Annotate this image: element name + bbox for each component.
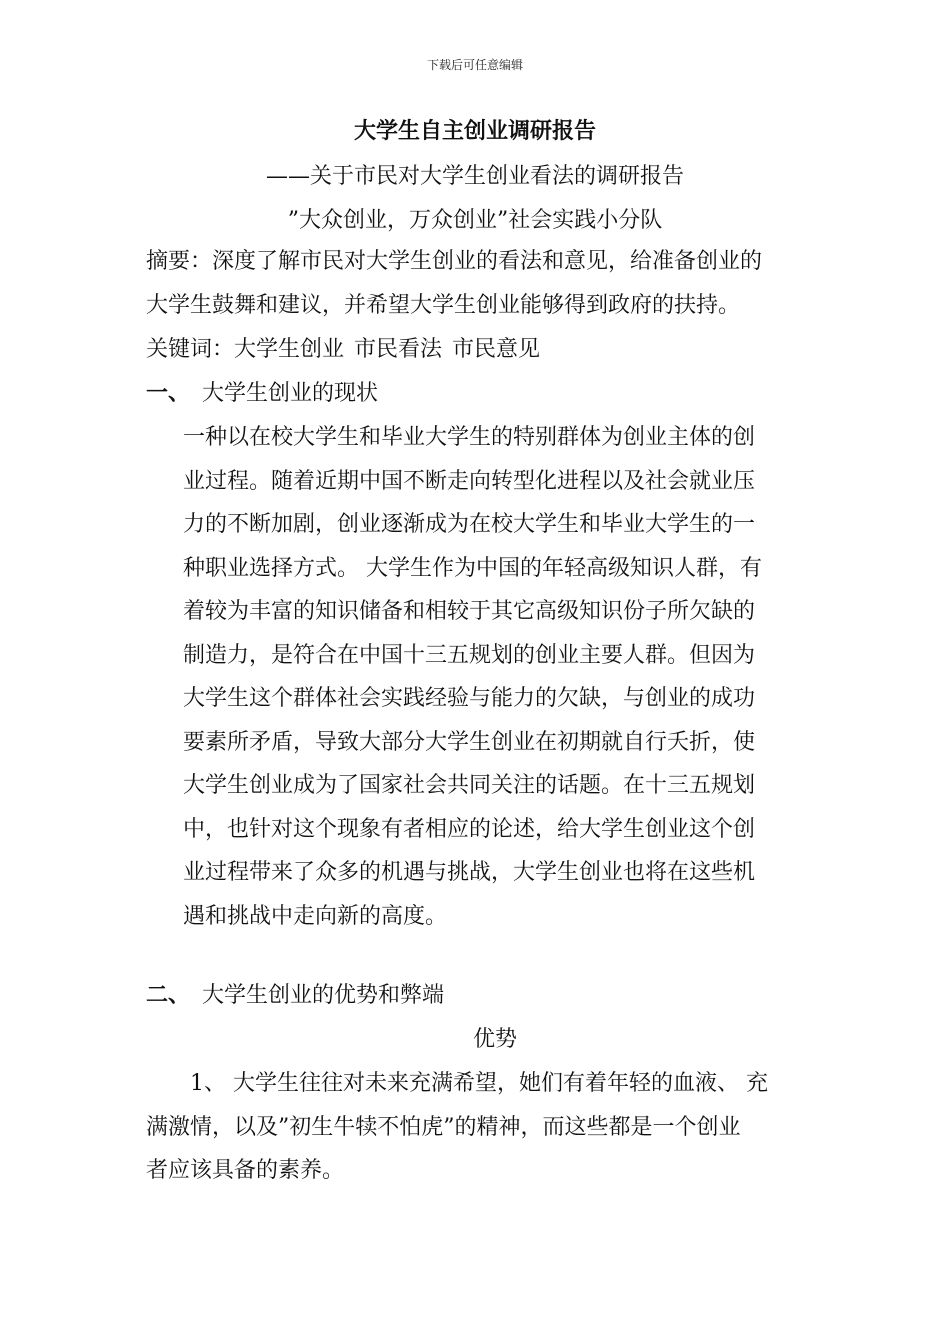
paragraph-line: 1、 大学生往往对未来充满希望，她们有着年轻的血液、 充	[190, 1071, 768, 1096]
paragraph-line: 着较为丰富的知识储备和相较于其它高级知识份子所欠缺的	[183, 599, 756, 624]
section-number: 二、	[146, 983, 191, 1008]
page-subtitle: ——关于市民对大学生创业看法的调研报告	[265, 164, 684, 189]
section-number: 一、	[146, 381, 191, 406]
paragraph-line: 业过程。随着近期中国不断走向转型化进程以及社会就业压	[183, 468, 756, 494]
paragraph-line: 要素所矛盾，导致大部分大学生创业在初期就自行夭折，使	[183, 729, 756, 755]
section-title: 大学生创业的优势和弊端	[202, 983, 445, 1008]
paragraph-line: 力的不断加剧，创业逐渐成为在校大学生和毕业大学生的一	[183, 512, 756, 537]
paragraph-line: 中，也针对这个现象有者相应的论述，给大学生创业这个创	[183, 816, 756, 842]
header-note: 下载后可任意编辑	[426, 58, 523, 72]
paragraph-line: 大学生这个群体社会实践经验与能力的欠缺，与创业的成功	[183, 686, 756, 711]
paragraph-line: 制造力，是符合在中国十三五规划的创业主要人群。但因为	[183, 642, 756, 668]
paragraph-line: 业过程带来了众多的机遇与挑战，大学生创业也将在这些机	[183, 860, 756, 885]
advantages-title: 优势	[472, 1027, 517, 1052]
paragraph-line: 种职业选择方式。 大学生作为中国的年轻高级知识人群，有	[183, 555, 762, 581]
abstract-line: 大学生鼓舞和建议，并希望大学生创业能够得到政府的扶持。	[146, 293, 741, 318]
abstract	[146, 240, 806, 328]
keyword-item: 市民看法	[354, 337, 443, 362]
keyword-item: 大学生创业	[234, 337, 345, 362]
section-heading-1	[146, 372, 378, 416]
paragraph-line: 大学生创业成为了国家社会共同关注的话题。在十三五规划	[183, 773, 756, 798]
keyword-item: 市民意见	[452, 337, 541, 362]
advantage-item-1	[146, 1062, 806, 1193]
section-title: 大学生创业的现状	[202, 381, 379, 406]
paragraph-line: 者应该具备的素养。	[146, 1158, 345, 1183]
keywords-label: 关键词：	[146, 337, 235, 362]
page-title: 大学生自主创业调研报告	[353, 119, 596, 144]
keywords	[146, 328, 806, 372]
paragraph-line: 一种以在校大学生和毕业大学生的特别群体为创业主体的创	[183, 425, 756, 450]
team-name: ”大众创业，万众创业”社会实践小分队	[287, 208, 663, 233]
section-heading-2	[146, 974, 444, 1018]
section-1-body	[183, 416, 803, 938]
paragraph-line: 遇和挑战中走向新的高度。	[183, 903, 448, 929]
paragraph-line: 满激情，以及”初生牛犊不怕虎”的精神，而这些都是一个创业	[146, 1114, 741, 1140]
abstract-line: 摘要：深度了解市民对大学生创业的看法和意见，给准备创业的	[146, 249, 763, 274]
